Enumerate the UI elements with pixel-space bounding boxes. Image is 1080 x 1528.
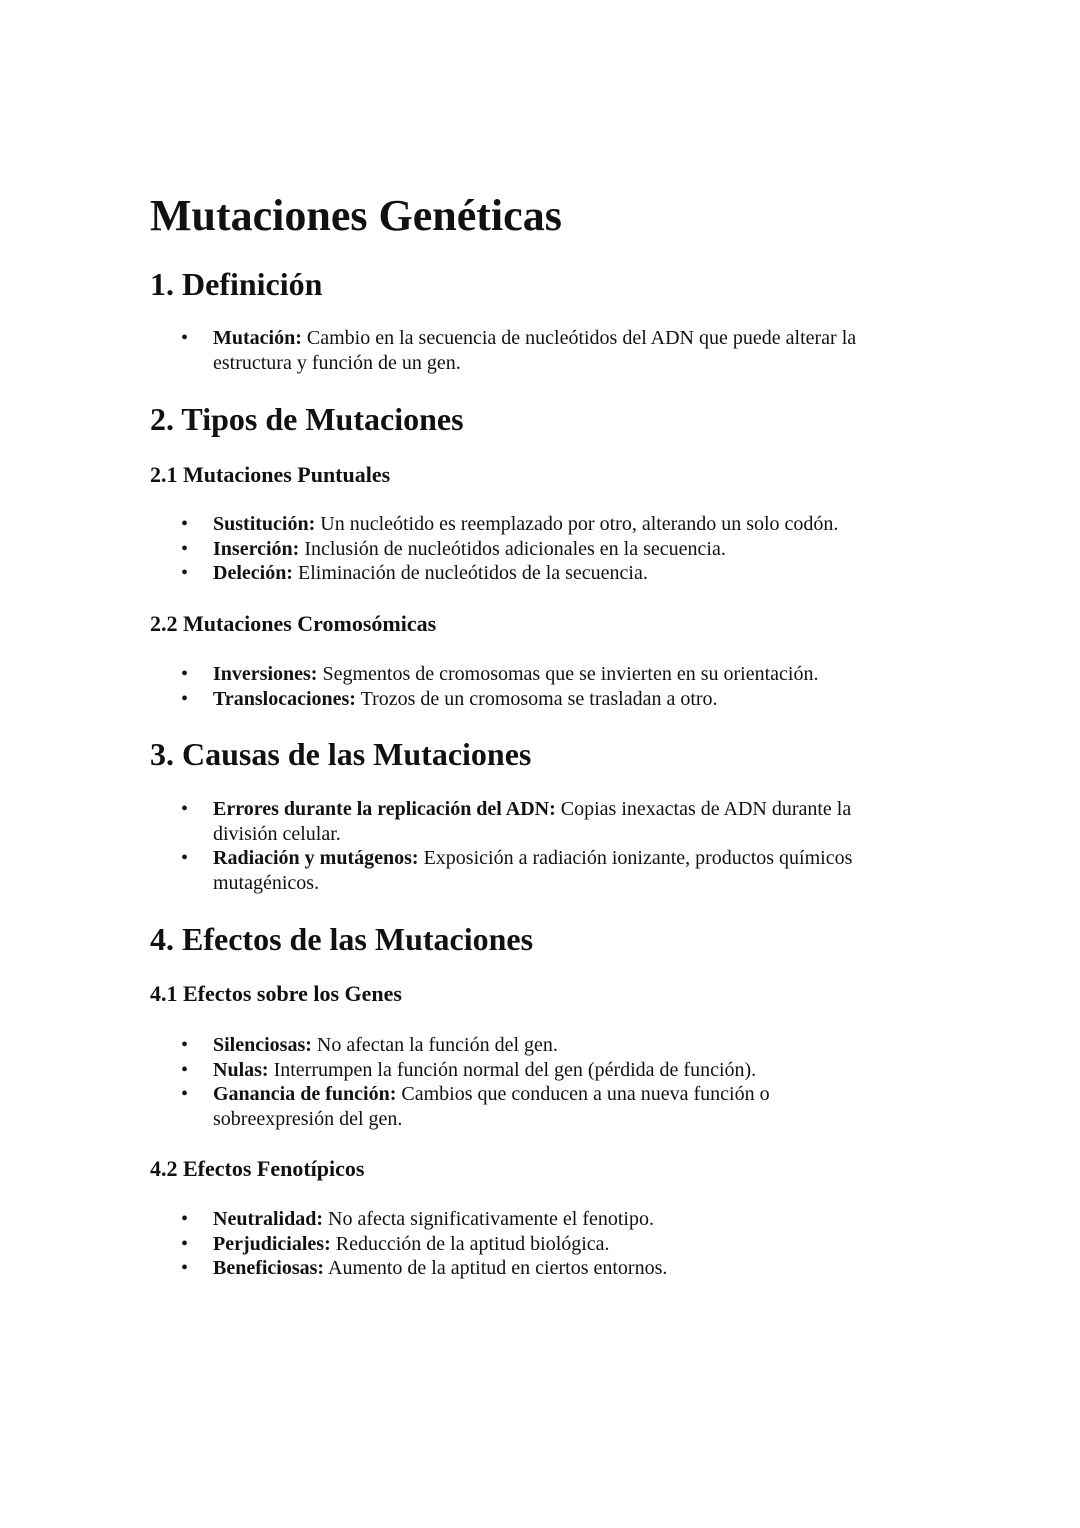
item-text: Copias inexactas de ADN durante la división celular. — [213, 798, 852, 845]
item-term: Deleción: — [213, 562, 293, 584]
list-item — [150, 1033, 830, 1058]
cromosomicas-list — [150, 662, 940, 711]
section-heading-definicion: 1. Definición — [150, 266, 323, 302]
list-item — [150, 662, 940, 687]
fenotipicos-list — [150, 1207, 940, 1281]
item-term: Inserción: — [213, 537, 300, 560]
puntuales-list — [150, 512, 940, 586]
list-item — [150, 326, 910, 375]
item-text: No afecta significativamente el fenotipo. — [328, 1208, 654, 1230]
item-text: Aumento de la aptitud en ciertos entornos. — [328, 1257, 668, 1279]
item-text: Segmentos de cromosomas que se invierten en su orientación. — [322, 663, 819, 685]
subsection-heading-cromosomicas: 2.2 Mutaciones Cromosómicas — [150, 611, 437, 636]
list-item — [150, 537, 940, 562]
item-text: Reducción de la aptitud biológica. — [335, 1232, 610, 1255]
item-text: Exposición a radiación ionizante, productos químicos mutagénicos. — [213, 847, 853, 894]
item-term: Perjudiciales: — [213, 1232, 331, 1255]
subsection-heading-fenotipicos: 4.2 Efectos Fenotípicos — [150, 1156, 365, 1181]
item-term: Ganancia de función: — [213, 1083, 397, 1105]
definicion-list — [150, 326, 910, 375]
list-item — [150, 1082, 830, 1131]
list-item — [150, 512, 940, 537]
item-term: Silenciosas: — [213, 1034, 312, 1056]
item-term: Errores durante la replicación del ADN: — [213, 798, 556, 820]
list-item — [150, 1207, 940, 1232]
list-item — [150, 1256, 940, 1281]
causas-list — [150, 797, 910, 895]
item-text: Cambio en la secuencia de nucleótidos del ADN que puede alterar la estructura y función de un gen. — [213, 327, 857, 374]
item-term: Radiación y mutágenos: — [213, 847, 419, 869]
item-text: Interrumpen la función normal del gen (pérdida de función). — [273, 1058, 757, 1081]
subsection-heading-puntuales: 2.1 Mutaciones Puntuales — [150, 462, 391, 487]
list-item — [150, 1058, 830, 1083]
list-item — [150, 1232, 940, 1257]
item-text: Cambios que conducen a una nueva función o sobreexpresión del gen. — [213, 1083, 770, 1130]
item-text: No afectan la función del gen. — [316, 1034, 558, 1056]
item-term: Translocaciones: — [213, 687, 356, 710]
section-heading-tipos: 2. Tipos de Mutaciones — [150, 401, 464, 437]
item-term: Beneficiosas: — [213, 1257, 325, 1279]
item-term: Inversiones: — [213, 663, 318, 685]
item-text: Inclusión de nucleótidos adicionales en la secuencia. — [304, 537, 726, 560]
list-item — [150, 846, 910, 895]
section-heading-causas: 3. Causas de las Mutaciones — [150, 736, 532, 772]
list-item — [150, 687, 940, 712]
subsection-heading-genes: 4.1 Efectos sobre los Genes — [150, 981, 402, 1006]
item-term: Sustitución: — [213, 513, 316, 535]
list-item — [150, 797, 910, 846]
page-title: Mutaciones Genéticas — [150, 191, 562, 240]
item-term: Nulas: — [213, 1058, 269, 1081]
list-item — [150, 561, 940, 586]
item-text: Un nucleótido es reemplazado por otro, alterando un solo codón. — [320, 513, 839, 535]
item-text: Eliminación de nucleótidos de la secuencia. — [297, 562, 648, 584]
item-text: Trozos de un cromosoma se trasladan a otro. — [360, 687, 718, 710]
section-heading-efectos: 4. Efectos de las Mutaciones — [150, 921, 534, 957]
genes-list — [150, 1033, 830, 1131]
item-term: Mutación: — [213, 327, 302, 349]
item-term: Neutralidad: — [213, 1208, 323, 1230]
